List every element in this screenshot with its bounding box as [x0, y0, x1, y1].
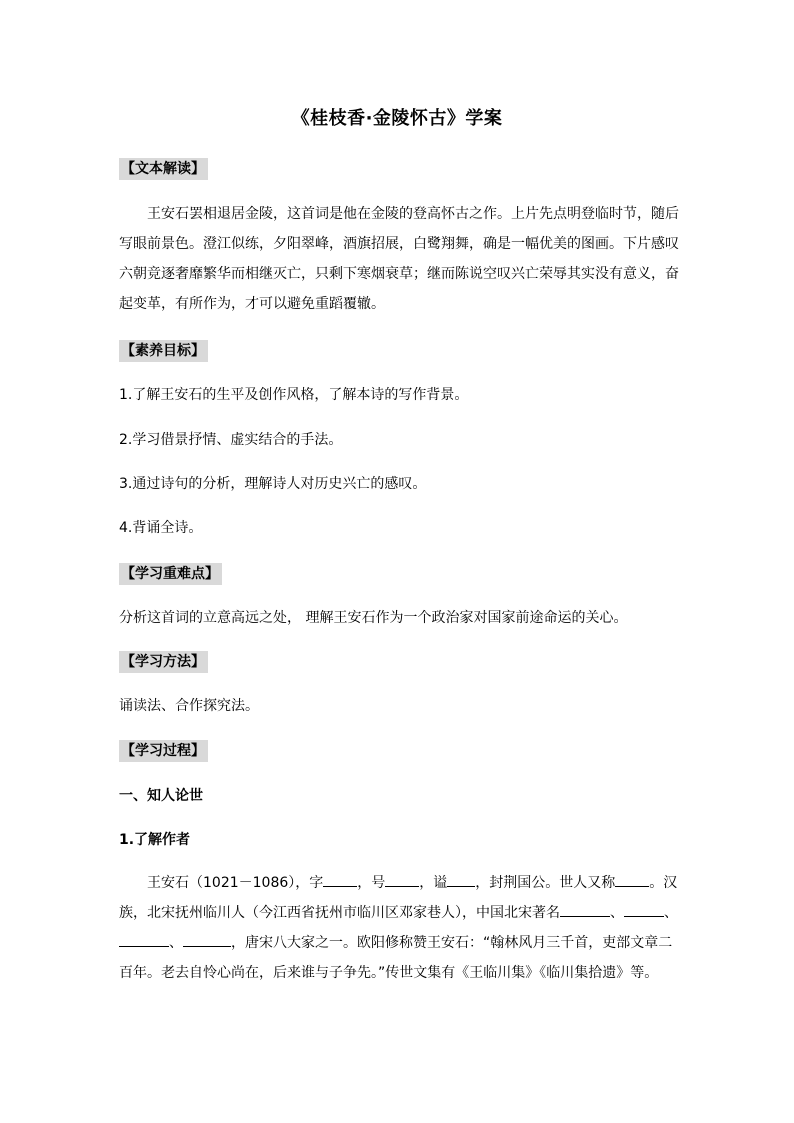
goal-item: 3.通过诗句的分析，理解诗人对历史兴亡的感叹。	[119, 476, 427, 492]
section-heading-process: 【学习过程】	[119, 740, 208, 762]
goal-item: 4.背诵全诗。	[119, 520, 203, 536]
text-reading-paragraph: 王安石罢相退居金陵，这首词是他在金陵的登高怀古之作。上片先点明登临时节，随后写眼前景色。澄江似练，夕阳翠峰，酒旗招展，白鹭翔舞，确是一幅优美的图画。下片感叹六朝竞逐奢靡繁华而相继灭亡，只剩下寒烟衰草；继而陈说空叹兴亡荣辱其实没有意义，奋起变革，有所作为，才可以避免重蹈覆辙。	[119, 206, 679, 312]
fill-blank[interactable]	[323, 872, 357, 887]
author-text-segment: 王安石（1021－1086），字	[147, 875, 324, 891]
section-heading-methods: 【学习方法】	[119, 651, 208, 673]
key-points-text: 分析这首词的立意高远之处， 理解王安石作为一个政治家对国家前途命运的关心。	[119, 610, 628, 626]
fill-blank[interactable]	[624, 902, 664, 917]
author-text-segment: 、	[610, 905, 624, 921]
author-text-segment: ，号	[357, 875, 386, 891]
fill-blank[interactable]	[560, 902, 610, 917]
author-text-segment: 、	[169, 935, 183, 951]
goal-item: 1.了解王安石的生平及创作风格，了解本诗的写作背景。	[119, 387, 469, 403]
author-text-segment: ，谥	[419, 875, 448, 891]
section-heading-text-reading: 【文本解读】	[119, 158, 208, 180]
author-text-segment: ，唐宋八大家之一。欧阳修称赞王安石：“翰林风月三千首，吏部文章二百年。老去自怜心尚在，后来谁与子争先。”传世文集有《王临川集》《临川集拾遗》等。	[119, 935, 673, 981]
methods-text: 诵读法、合作探究法。	[119, 698, 259, 714]
fill-blank[interactable]	[447, 872, 475, 887]
fill-blank[interactable]	[615, 872, 649, 887]
author-text-segment: ，封荆国公。世人又称	[475, 875, 616, 891]
author-fill-in-paragraph	[119, 868, 679, 988]
fill-blank[interactable]	[119, 932, 169, 947]
fill-blank[interactable]	[183, 932, 231, 947]
fill-blank[interactable]	[385, 872, 419, 887]
section-heading-goals: 【素养目标】	[119, 340, 208, 362]
document-title: 《桂枝香·金陵怀古》学案	[291, 108, 503, 129]
author-text-segment: 。汉族，北宋抚州临川人（今江西省抚州市临川区邓家巷人），中国北宋著名	[119, 875, 678, 921]
author-text-segment: 、	[664, 905, 678, 921]
section-heading-key-points: 【学习重难点】	[119, 563, 222, 585]
goal-item: 2.学习借景抒情、虚实结合的手法。	[119, 432, 343, 448]
subheading-know-author: 1.了解作者	[119, 832, 191, 848]
part-heading-know-author: 一、知人论世	[119, 788, 203, 804]
